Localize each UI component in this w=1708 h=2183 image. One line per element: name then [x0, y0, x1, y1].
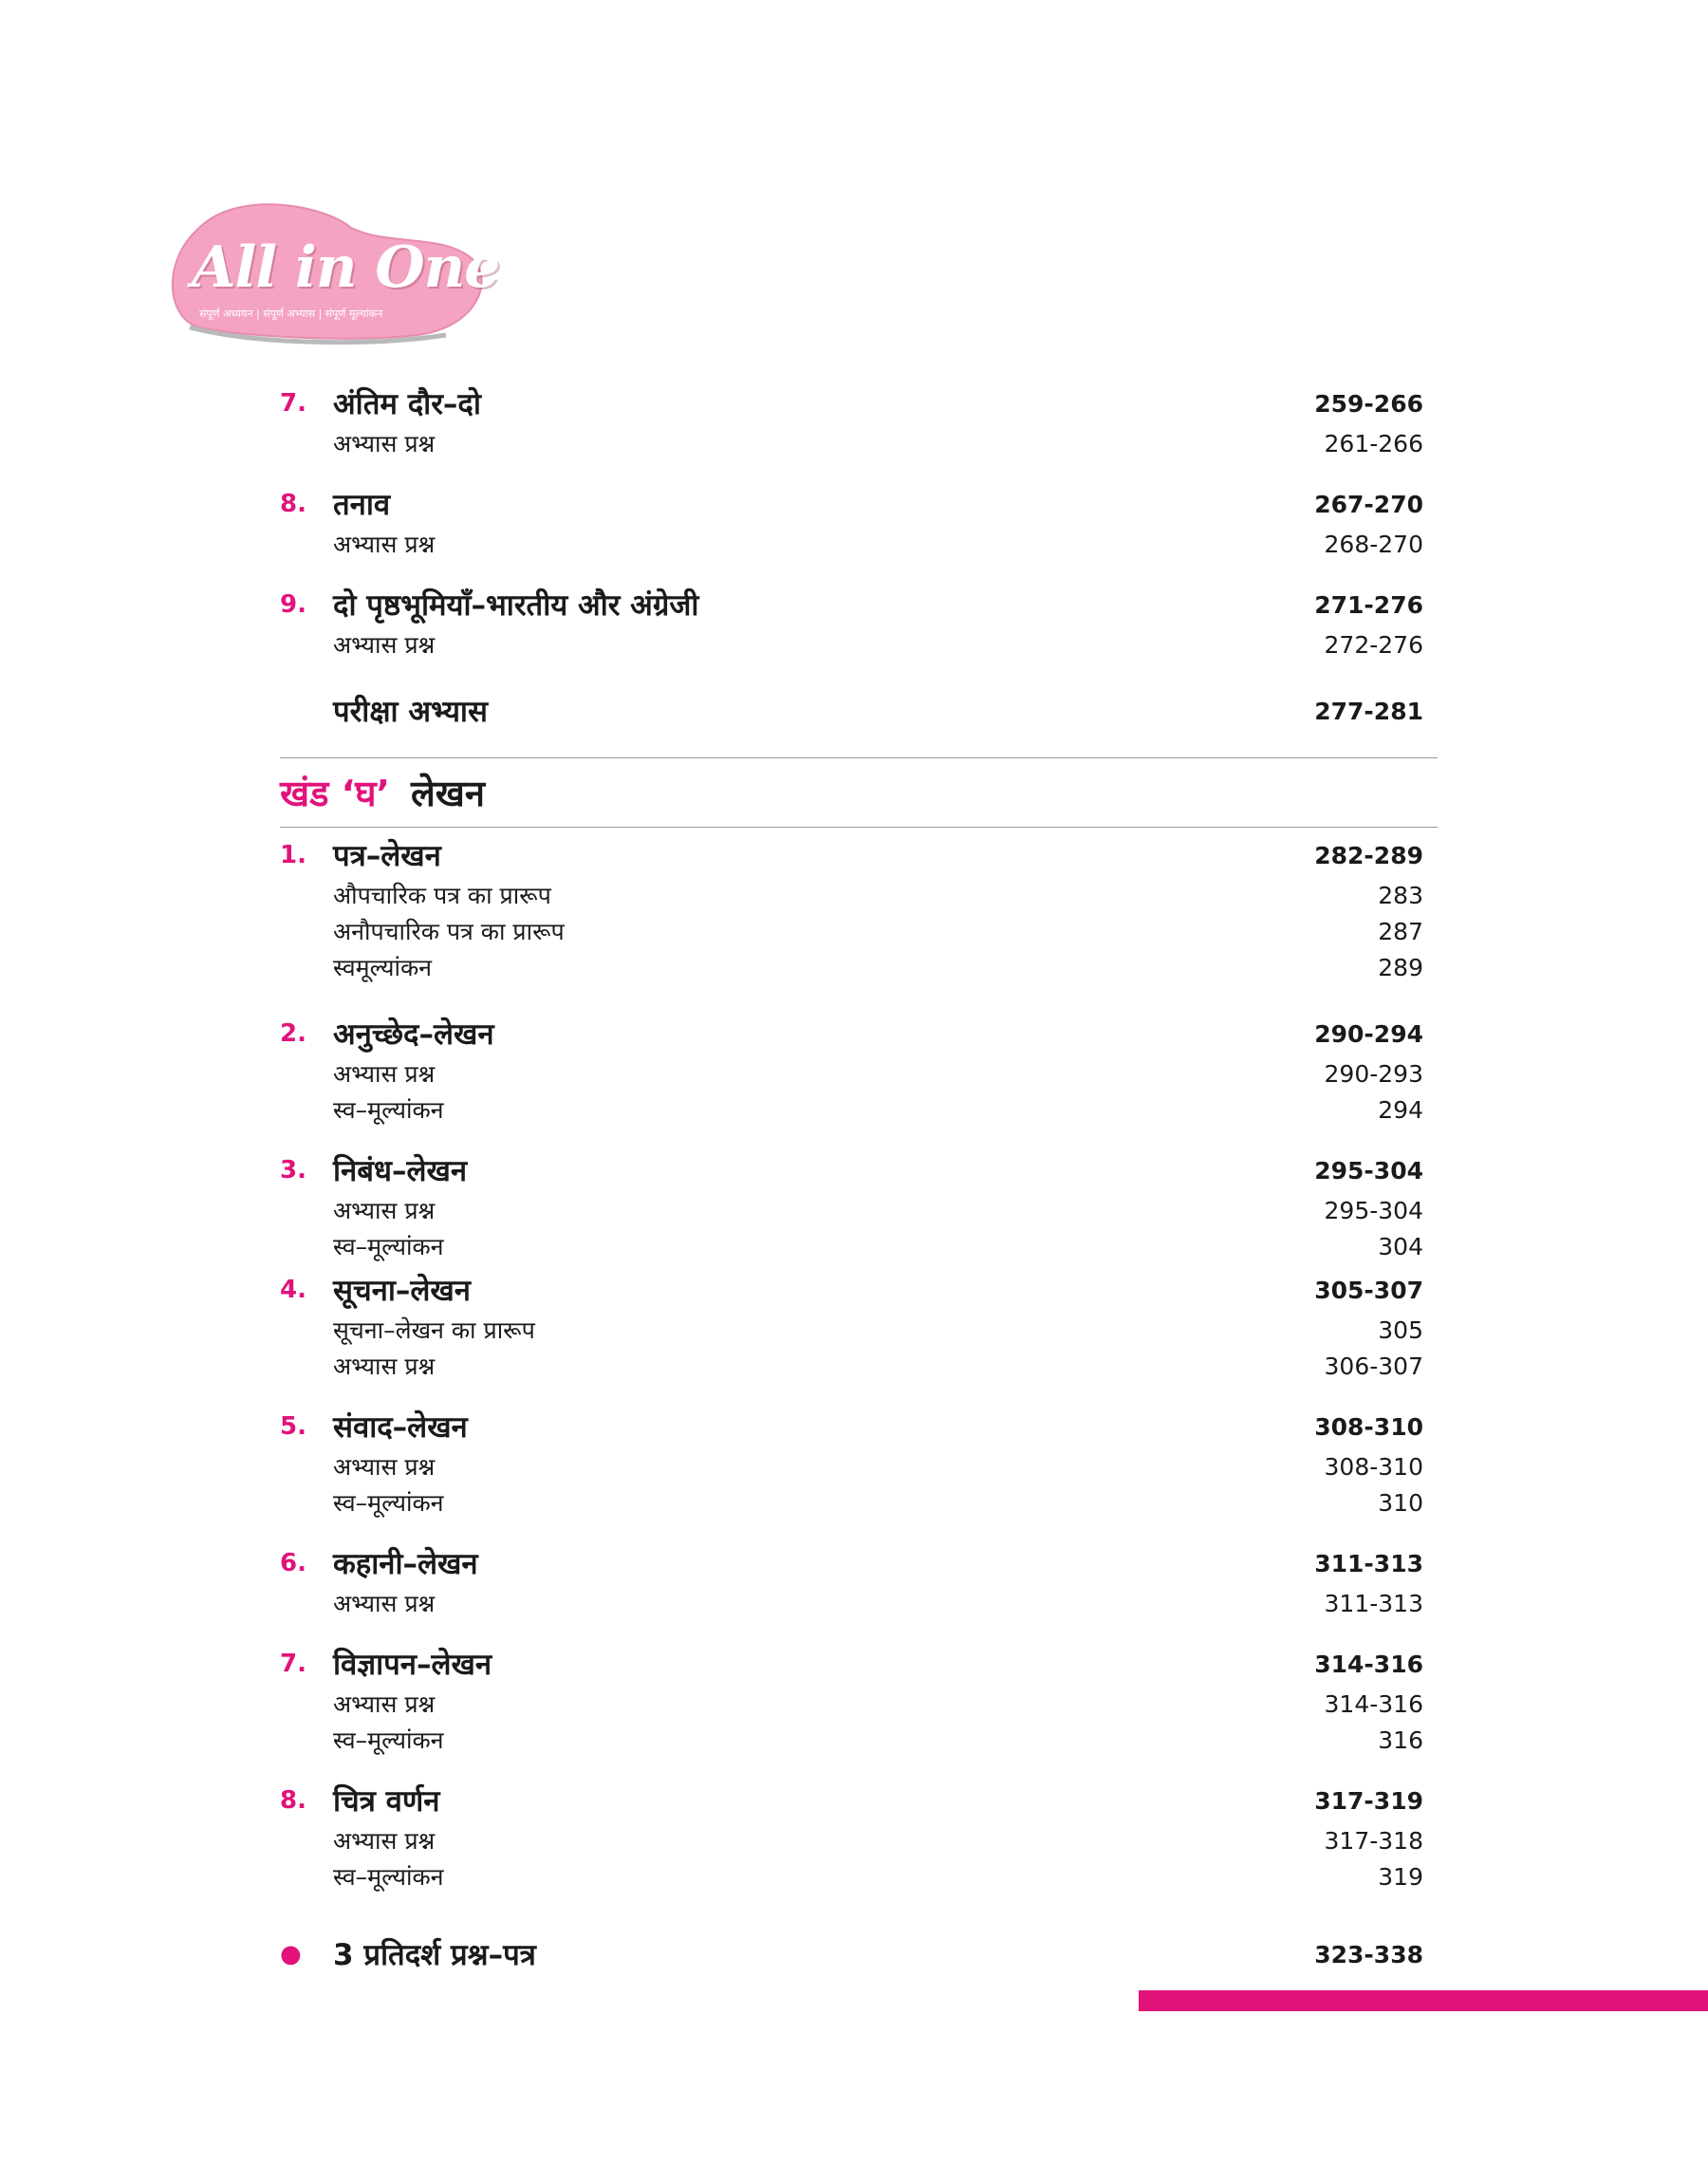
toc-entry	[280, 1268, 1423, 1384]
toc-entry	[280, 1642, 1423, 1758]
toc-entry-row	[280, 1642, 1423, 1686]
toc-entry-left	[280, 835, 441, 875]
toc-sub-row	[280, 1192, 1423, 1228]
toc-sub-label: अभ्यास प्रश्न	[333, 1590, 436, 1617]
toc-gap	[280, 461, 1423, 482]
toc-entry-left	[280, 1407, 468, 1446]
toc-sub-pages: 268-270	[1324, 530, 1423, 558]
toc-entry-row	[280, 689, 1423, 733]
toc-entry-number: 7.	[280, 389, 306, 418]
toc-sub-label: सूचना–लेखन का प्रारूप	[333, 1316, 535, 1344]
toc-sub-row	[280, 1092, 1423, 1128]
toc-sub-pages: 319	[1378, 1862, 1423, 1891]
toc-entry-number: 8.	[280, 1786, 306, 1815]
toc-section-list	[280, 833, 1423, 1976]
toc-entry-pages: 282-289	[1314, 841, 1423, 869]
decorative-pink-bar	[1139, 1990, 1708, 2011]
toc-entry-row	[280, 583, 1423, 626]
section-header	[280, 757, 1438, 828]
toc-entry	[280, 583, 1423, 662]
toc-gap	[280, 1521, 1423, 1541]
toc-top-list	[280, 382, 1423, 733]
toc-sub-label: अभ्यास प्रश्न	[333, 631, 436, 659]
toc-sub-row	[280, 1448, 1423, 1484]
toc-entry-row	[280, 1148, 1423, 1192]
toc-sub-row	[280, 1686, 1423, 1722]
toc-entry-pages: 295-304	[1314, 1156, 1423, 1185]
toc-entry-pages: 314-316	[1314, 1650, 1423, 1678]
toc-entry	[280, 1012, 1423, 1128]
toc-gap	[280, 1384, 1423, 1405]
toc-sub-row	[280, 626, 1423, 662]
toc-entry-pages: 305-307	[1314, 1276, 1423, 1304]
toc-sub-label: अभ्यास प्रश्न	[333, 1690, 436, 1718]
toc-entry-number: 2.	[280, 1019, 306, 1048]
toc-sub-pages: 261-266	[1324, 429, 1423, 457]
toc-entry-pages: 290-294	[1314, 1019, 1423, 1048]
toc-entry-number: 1.	[280, 841, 306, 869]
toc-gap	[280, 562, 1423, 583]
toc-entry-pages: 317-319	[1314, 1786, 1423, 1815]
toc-sub-row	[280, 526, 1423, 562]
toc-sub-label: स्व–मूल्यांकन	[333, 1726, 444, 1754]
toc-entry-title: अंतिम दौर–दो	[333, 387, 481, 421]
toc-sub-pages: 295-304	[1324, 1196, 1423, 1224]
toc-sub-pages: 306-307	[1324, 1352, 1423, 1380]
toc-entry-number: 7.	[280, 1650, 306, 1678]
brand-logo	[161, 195, 500, 346]
toc-sub-label: अभ्यास प्रश्न	[333, 1827, 436, 1855]
toc-entry	[280, 833, 1423, 985]
toc-entry-title: पत्र–लेखन	[333, 839, 441, 873]
toc-sub-pages: 294	[1378, 1095, 1423, 1124]
toc-final-left	[280, 1934, 536, 1974]
toc-entry	[280, 1405, 1423, 1521]
toc-sub-label: अभ्यास प्रश्न	[333, 1060, 436, 1088]
toc-sub-row	[280, 1348, 1423, 1384]
toc-entry-number: 9.	[280, 590, 306, 619]
toc-entry-title: चित्र वर्णन	[333, 1784, 440, 1819]
toc-entry-title: तनाव	[333, 488, 391, 522]
toc-entry-pages: 267-270	[1314, 490, 1423, 518]
toc-sub-row	[280, 913, 1423, 949]
toc-entry-left	[280, 691, 488, 731]
toc-sub-label: अभ्यास प्रश्न	[333, 1353, 436, 1380]
toc-entry-row	[280, 1779, 1423, 1822]
toc-entry-row	[280, 1541, 1423, 1585]
toc-entry-title: विज्ञापन–लेखन	[333, 1648, 492, 1682]
toc-sub-label: औपचारिक पत्र का प्रारूप	[333, 882, 551, 909]
toc-entry-title: परीक्षा अभ्यास	[333, 695, 488, 729]
toc-entry-pages: 308-310	[1314, 1412, 1423, 1441]
toc-gap	[280, 1128, 1423, 1148]
toc-sub-label: स्व–मूल्यांकन	[333, 1096, 444, 1124]
toc-final-title: 3 प्रतिदर्श प्रश्न–पत्र	[333, 1938, 536, 1972]
toc-entry-number: 5.	[280, 1412, 306, 1441]
toc-gap	[280, 662, 1423, 689]
toc-entry-number: 3.	[280, 1156, 306, 1185]
toc-sub-row	[280, 1722, 1423, 1758]
toc-entry-title: कहानी–लेखन	[333, 1547, 478, 1581]
toc-sub-row	[280, 877, 1423, 913]
toc-entry-pages: 259-266	[1314, 389, 1423, 418]
toc-sub-row	[280, 1312, 1423, 1348]
toc-sub-pages: 289	[1378, 953, 1423, 981]
toc-entry	[280, 689, 1423, 733]
toc-entry-left	[280, 585, 698, 625]
toc-entry-left	[280, 1014, 494, 1054]
toc-sub-label: अनौपचारिक पत्र का प्रारूप	[333, 918, 565, 945]
toc-entry-row	[280, 1268, 1423, 1312]
toc-entry-title: निबंध–लेखन	[333, 1154, 468, 1188]
toc-sub-row	[280, 1822, 1423, 1858]
toc-entry-row	[280, 382, 1423, 425]
toc-sub-pages: 316	[1378, 1726, 1423, 1754]
toc-entry-left	[280, 1644, 492, 1684]
toc-entry-pages: 277-281	[1314, 697, 1423, 725]
toc-entry-row	[280, 1012, 1423, 1055]
toc-sub-label: स्वमूल्यांकन	[333, 954, 433, 981]
section-title: लेखन	[410, 773, 485, 814]
toc-sub-row	[280, 425, 1423, 461]
toc-sub-pages: 308-310	[1324, 1452, 1423, 1481]
logo-title: All in One	[192, 234, 500, 301]
toc-sub-label: स्व–मूल्यांकन	[333, 1863, 444, 1891]
toc-entry	[280, 382, 1423, 461]
toc-sub-label: अभ्यास प्रश्न	[333, 1453, 436, 1481]
toc-sub-label: स्व–मूल्यांकन	[333, 1489, 444, 1517]
toc-entry-row	[280, 482, 1423, 526]
toc-gap	[280, 1758, 1423, 1779]
toc-entry-title: सूचना–लेखन	[333, 1274, 471, 1308]
toc-entry-title: अनुच्छेद–लेखन	[333, 1017, 494, 1052]
bullet-icon: ●	[280, 1940, 302, 1968]
toc-sub-pages: 290-293	[1324, 1059, 1423, 1088]
toc-entry-left	[280, 383, 481, 423]
toc-sub-label: अभ्यास प्रश्न	[333, 1197, 436, 1224]
toc-sub-pages: 314-316	[1324, 1689, 1423, 1718]
toc-sub-pages: 310	[1378, 1488, 1423, 1517]
toc-sub-row	[280, 1228, 1423, 1264]
toc-entry-row	[280, 833, 1423, 877]
toc-sub-pages: 317-318	[1324, 1826, 1423, 1855]
toc-entry-left	[280, 1270, 471, 1310]
logo-tagline: संपूर्ण अध्ययन | संपूर्ण अभ्यास | संपूर्ण मूल्यांकन	[199, 308, 383, 320]
toc-gap	[280, 985, 1423, 1012]
toc-sub-label: अभ्यास प्रश्न	[333, 430, 436, 457]
toc-sub-pages: 272-276	[1324, 630, 1423, 659]
toc-sub-pages: 304	[1378, 1232, 1423, 1260]
toc-sub-row	[280, 1484, 1423, 1521]
toc-entry-left	[280, 1781, 439, 1820]
toc-entry	[280, 1148, 1423, 1264]
toc-final-entry	[280, 1932, 1423, 1976]
toc-entry-left	[280, 1543, 478, 1583]
toc-entry-left	[280, 484, 390, 524]
toc-entry-number: 6.	[280, 1549, 306, 1577]
toc-sub-pages: 305	[1378, 1315, 1423, 1344]
toc-entry-pages: 311-313	[1314, 1549, 1423, 1577]
toc-entry-pages: 271-276	[1314, 590, 1423, 619]
toc-entry-left	[280, 1150, 467, 1190]
section-khand-label: खंड ‘घ’	[280, 773, 390, 814]
toc-entry-number: 4.	[280, 1276, 306, 1304]
toc-sub-row	[280, 949, 1423, 985]
toc-entry-number: 8.	[280, 490, 306, 518]
toc-sub-label: अभ्यास प्रश्न	[333, 531, 436, 558]
toc-entry-title: दो पृष्ठभूमियाँ–भारतीय और अंग्रेजी	[333, 588, 699, 623]
toc-sub-pages: 283	[1378, 881, 1423, 909]
toc-sub-label: स्व–मूल्यांकन	[333, 1233, 444, 1260]
toc-entry	[280, 1779, 1423, 1894]
toc-sub-pages: 287	[1378, 917, 1423, 945]
toc-final-pages: 323-338	[1314, 1940, 1423, 1968]
toc-entry	[280, 482, 1423, 562]
toc-sub-row	[280, 1585, 1423, 1621]
toc-entry-row	[280, 1405, 1423, 1448]
toc-sub-row	[280, 1055, 1423, 1092]
toc-gap	[280, 1894, 1423, 1932]
toc-entry	[280, 1541, 1423, 1621]
toc-gap	[280, 1621, 1423, 1642]
toc-sub-row	[280, 1858, 1423, 1894]
toc-sub-pages: 311-313	[1324, 1589, 1423, 1617]
toc-entry-title: संवाद–लेखन	[333, 1410, 468, 1445]
